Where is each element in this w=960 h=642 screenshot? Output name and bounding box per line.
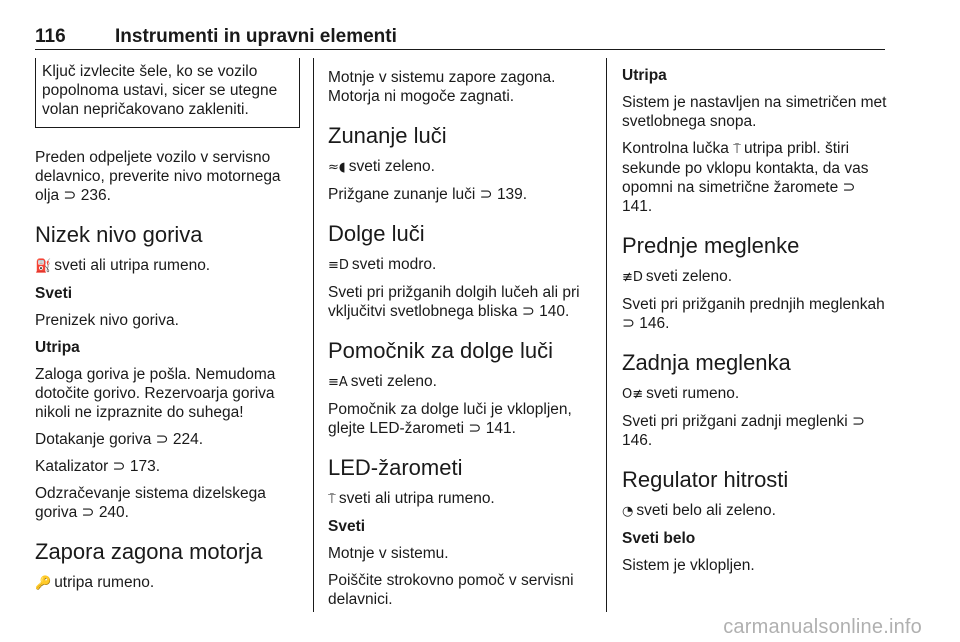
- heading-exterior-lights: Zunanje luči: [328, 123, 447, 148]
- rear-fog-text: Sveti pri prižgani zadnji meglenki ⊃ 146.: [622, 413, 866, 449]
- column-2: [328, 58, 598, 617]
- header-divider: [35, 49, 885, 50]
- flash-text-2: Kontrolna lučka ⍑ utripa pribl. štiri sekunde po vklopu kontakta, da vas opomni na simetrične žaromete ⊃ 141.: [622, 140, 869, 215]
- ref-catalytic-converter: Katalizator ⊃ 173.: [35, 458, 160, 475]
- rear-fog-status-line: O≢ sveti rumeno.: [622, 385, 740, 402]
- heading-front-fog: Prednje meglenke: [622, 233, 800, 258]
- heading-cruise-control: Regulator hitrosti: [622, 467, 789, 492]
- front-fog-status-line: ≢D sveti zeleno.: [622, 268, 733, 285]
- heading-high-beam-assist: Pomočnik za dolge luči: [328, 338, 554, 363]
- led-status-line: ⍑ sveti ali utripa rumeno.: [328, 490, 495, 507]
- led-lit-text-2: Poiščite strokovno pomoč v servisni delavnici.: [328, 572, 574, 608]
- led-lit-text: Motnje v sistemu.: [328, 545, 449, 562]
- column-1: [35, 58, 300, 601]
- column-divider-2: [606, 58, 607, 612]
- immobilizer-key-icon: 🔑: [35, 576, 52, 591]
- cruise-status-line: ◔ sveti belo ali zeleno.: [622, 502, 776, 519]
- cruise-white-text: Sistem je vklopljen.: [622, 557, 755, 574]
- page-header: [35, 26, 885, 50]
- ref-refuelling: Dotakanje goriva ⊃ 224.: [35, 431, 204, 448]
- subheading-lit: Sveti: [35, 285, 73, 302]
- exterior-text: Prižgane zunanje luči ⊃ 139.: [328, 186, 528, 203]
- page-number: 116: [35, 26, 66, 47]
- subheading-flashing: Utripa: [35, 339, 80, 356]
- high-beam-status-line: ≡D sveti modro.: [328, 256, 437, 273]
- flash-text: Sistem je nastavljen na simetričen met svetlobnega snopa.: [622, 94, 887, 130]
- fuel-pump-icon: ⛽: [35, 259, 52, 274]
- flash-text: Zaloga goriva je pošla. Nemudoma dotočite gorivo. Rezervoarja goriva nikoli ne izpraznite do suhega!: [35, 366, 276, 421]
- high-beam-icon: ≡D: [328, 258, 349, 273]
- exterior-status-line: ≈◖ sveti zeleno.: [328, 158, 435, 175]
- lit-text: Prenizek nivo goriva.: [35, 312, 179, 329]
- exterior-light-icon: ≈◖: [328, 160, 346, 175]
- subheading-lit: Sveti: [328, 518, 366, 535]
- subheading-flashing: Utripa: [622, 67, 667, 84]
- heading-high-beam: Dolge luči: [328, 221, 425, 246]
- subheading-lit-white: Sveti belo: [622, 530, 696, 547]
- assist-status-line: ≡A sveti zeleno.: [328, 373, 437, 390]
- led-headlight-icon: ⍑: [733, 142, 741, 157]
- heading-immobilizer: Zapora zagona motorja: [35, 539, 263, 564]
- column-divider-1: [313, 58, 314, 612]
- column-3: [622, 58, 887, 583]
- high-beam-assist-icon: ≡A: [328, 375, 348, 390]
- intro-text: Preden odpeljete vozilo v servisno delavnico, preverite nivo motornega olja ⊃ 236.: [35, 149, 281, 204]
- immobilizer-text: Motnje v sistemu zapore zagona. Motorja ni mogoče zagnati.: [328, 69, 556, 105]
- fuel-status-line: ⛽ sveti ali utripa rumeno.: [35, 257, 211, 274]
- front-fog-light-icon: ≢D: [622, 270, 643, 285]
- immobilizer-status-line: 🔑 utripa rumeno.: [35, 574, 155, 591]
- heading-rear-fog: Zadnja meglenka: [622, 350, 791, 375]
- assist-text: Pomočnik za dolge luči je vklopljen, glejte LED-žarometi ⊃ 141.: [328, 401, 572, 437]
- cruise-control-icon: ◔: [622, 504, 634, 519]
- page-title: Instrumenti in upravni elementi: [115, 26, 397, 47]
- warning-notice: Ključ izvlecite šele, ko se vozilo popolnoma ustavi, sicer se utegne volan nepričakovano zakleniti.: [35, 58, 300, 128]
- heading-low-fuel: Nizek nivo goriva: [35, 222, 203, 247]
- rear-fog-light-icon: O≢: [622, 387, 644, 402]
- high-beam-text: Sveti pri prižganih dolgih lučeh ali pri vključitvi svetlobnega bliska ⊃ 140.: [328, 284, 580, 320]
- front-fog-text: Sveti pri prižganih prednjih meglenkah ⊃ 146.: [622, 296, 885, 332]
- heading-led-headlights: LED-žarometi: [328, 455, 463, 480]
- ref-diesel-bleeding: Odzračevanje sistema dizelskega goriva ⊃ 240.: [35, 485, 266, 521]
- watermark: carmanualsonline.info: [723, 616, 922, 638]
- led-headlight-icon: ⍑: [328, 492, 336, 507]
